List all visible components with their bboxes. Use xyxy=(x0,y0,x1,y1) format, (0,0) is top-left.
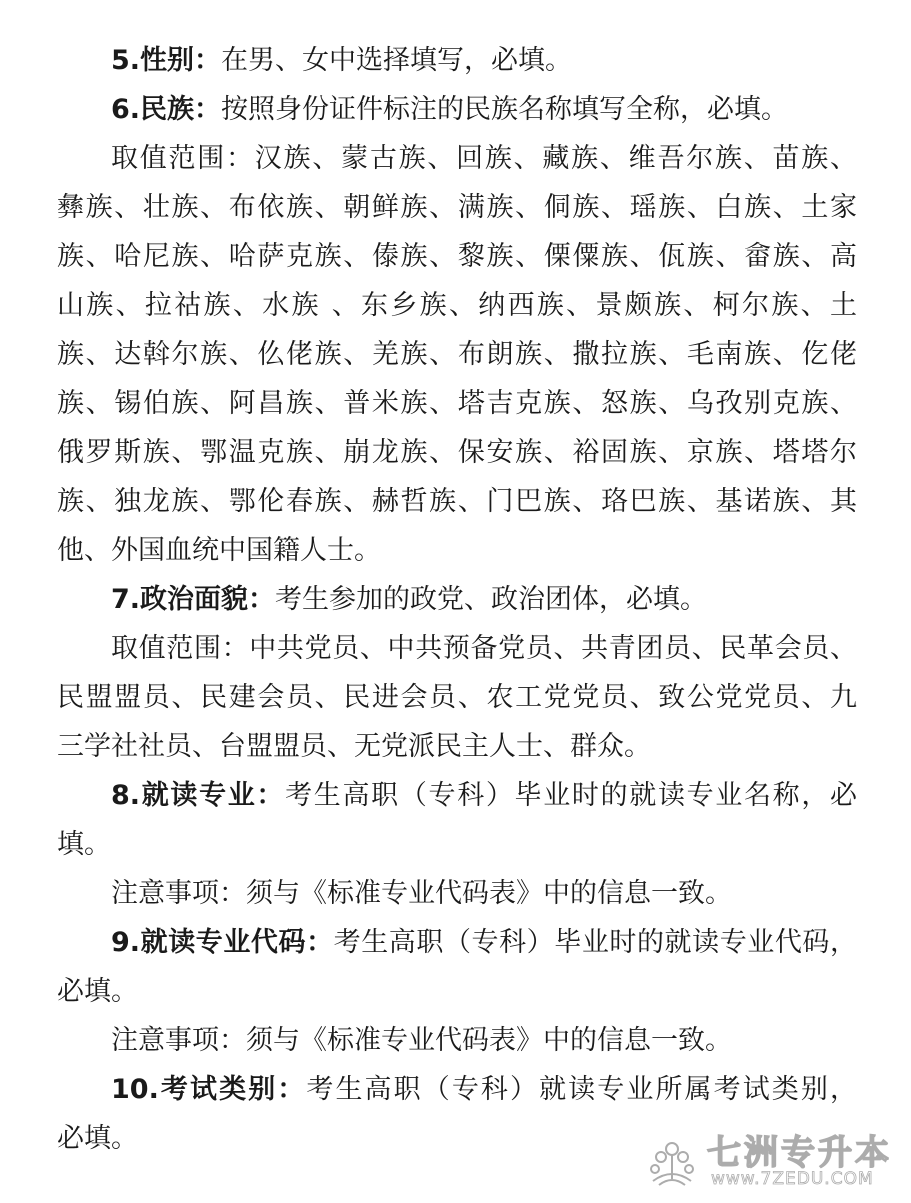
text-line xyxy=(57,330,857,379)
field-label: 6.民族： xyxy=(111,94,222,125)
field-text: 必填。 xyxy=(57,976,138,1007)
text-line xyxy=(57,820,857,869)
field-text: 填。 xyxy=(57,829,111,860)
field-label: 7.政治面貌： xyxy=(111,584,276,615)
field-label: 5.性别： xyxy=(111,45,222,76)
text-line xyxy=(57,134,857,183)
text-line xyxy=(57,36,857,85)
text-line xyxy=(57,869,857,918)
text-line xyxy=(57,722,857,771)
field-text: 考生高职（专科）毕业时的就读专业代码， xyxy=(333,927,858,958)
flower-logo-icon xyxy=(641,1127,703,1189)
field-text: 按照身份证件标注的民族名称填写全称，必填。 xyxy=(221,94,789,125)
field-text: 族、达斡尔族、仫佬族、羌族、布朗族、撒拉族、毛南族、仡佬 xyxy=(57,339,857,370)
text-line xyxy=(57,673,857,722)
field-text: 考生高职（专科）就读专业所属考试类别， xyxy=(306,1074,857,1105)
field-text: 在男、女中选择填写，必填。 xyxy=(221,45,573,76)
text-line xyxy=(57,967,857,1016)
field-text: 必填。 xyxy=(57,1123,138,1154)
text-line xyxy=(57,232,857,281)
watermark xyxy=(641,1125,903,1195)
field-text: 族、锡伯族、阿昌族、普米族、塔吉克族、怒族、乌孜别克族、 xyxy=(57,388,857,419)
field-text: 俄罗斯族、鄂温克族、崩龙族、保安族、裕固族、京族、塔塔尔 xyxy=(57,437,857,468)
field-text: 考生参加的政党、政治团体，必填。 xyxy=(275,584,708,615)
text-line xyxy=(57,477,857,526)
text-line xyxy=(57,281,857,330)
text-line xyxy=(57,428,857,477)
field-text: 取值范围：汉族、蒙古族、回族、藏族、维吾尔族、苗族、 xyxy=(111,143,857,174)
field-text: 考生高职（专科）毕业时的就读专业名称，必 xyxy=(285,780,858,811)
text-line xyxy=(57,1016,857,1065)
field-text: 三学社社员、台盟盟员、无党派民主人士、群众。 xyxy=(57,731,651,762)
text-line xyxy=(57,526,857,575)
field-text: 民盟盟员、民建会员、民进会员、农工党党员、致公党党员、九 xyxy=(57,682,857,713)
field-text: 注意事项：须与《标准专业代码表》中的信息一致。 xyxy=(111,878,732,909)
field-text: 山族、拉祜族、水族 、东乡族、纳西族、景颇族、柯尔族、土 xyxy=(57,290,857,321)
watermark-url: www.7ZEDU.COM xyxy=(711,1169,874,1189)
document-page xyxy=(57,36,857,1163)
field-text: 注意事项：须与《标准专业代码表》中的信息一致。 xyxy=(111,1025,732,1056)
text-line xyxy=(57,379,857,428)
text-line xyxy=(57,575,857,624)
text-line xyxy=(57,183,857,232)
field-text: 他、外国血统中国籍人士。 xyxy=(57,535,381,566)
field-label: 8.就读专业： xyxy=(111,780,286,811)
field-text: 族、独龙族、鄂伦春族、赫哲族、门巴族、珞巴族、基诺族、其 xyxy=(57,486,857,517)
field-text: 彝族、壮族、布依族、朝鲜族、满族、侗族、瑶族、白族、土家 xyxy=(57,192,857,223)
watermark-title: 七洲专升本 xyxy=(707,1133,892,1173)
field-text: 取值范围：中共党员、中共预备党员、共青团员、民革会员、 xyxy=(111,633,857,664)
text-line xyxy=(57,771,857,820)
field-text: 族、哈尼族、哈萨克族、傣族、黎族、傈僳族、佤族、畲族、高 xyxy=(57,241,857,272)
text-line xyxy=(57,1065,857,1114)
field-label: 9.就读专业代码： xyxy=(111,927,334,958)
field-label: 10.考试类别： xyxy=(111,1074,307,1105)
text-line xyxy=(57,918,857,967)
text-line xyxy=(57,85,857,134)
text-line xyxy=(57,624,857,673)
